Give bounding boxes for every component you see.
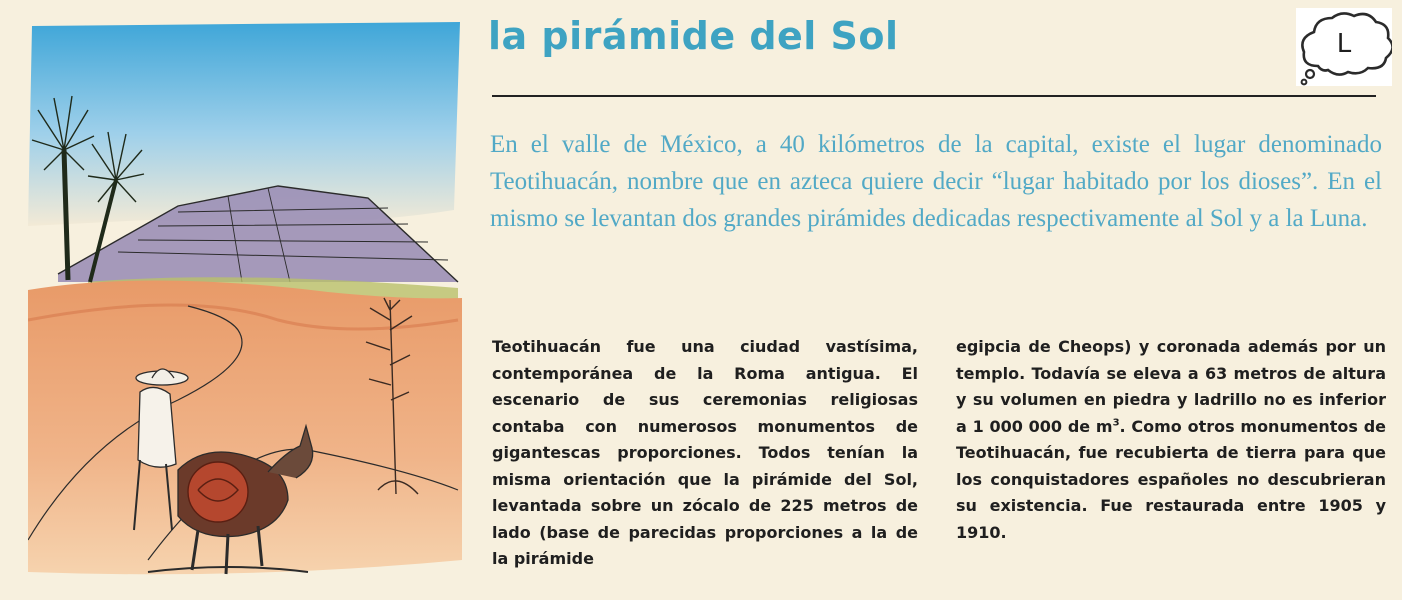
body-column-2 [956,334,1386,546]
title-divider [492,95,1376,97]
cloud-badge-icon [1296,8,1392,86]
body-column-2-part-b: . Como otros monumentos de Teotihuacán, fue recubierta de tierra para que los conquistadores españoles no descubrieran su existencia. Fue restaurada entre 1905 y 1910. [956,416,1386,542]
pyramid-illustration [28,20,468,592]
cubic-superscript: 3 [1112,417,1120,429]
body-column-2-part-a: egipcia de Cheops) y coronada además por un templo. Todavía se eleva a 63 metros de altura y su volumen en piedra y ladrillo no es inferior a 1 000 000 de m [956,337,1386,436]
badge-letter: L [1336,29,1352,59]
intro-paragraph: En el valle de México, a 40 kilómetros de la capital, existe el lugar denominado Teotihuacán, nombre que en azteca quiere decir “lugar habitado por los dioses”. En el mismo se levantan dos grandes pirámides dedicadas respectivamente al Sol y a la Luna. [490,131,1382,232]
body-column-1: Teotihuacán fue una ciudad vastísima, contemporánea de la Roma antigua. El escenario de sus ceremonias religiosas contaba con numerosos monumentos de gigantescas proporciones. Todos tenían la misma orientación que la pirámide del Sol, levantada sobre un zócalo de 225 metros de lado (base de parecidas proporciones a la de la pirámide [492,337,918,568]
page-title: la pirámide del Sol [488,14,899,58]
